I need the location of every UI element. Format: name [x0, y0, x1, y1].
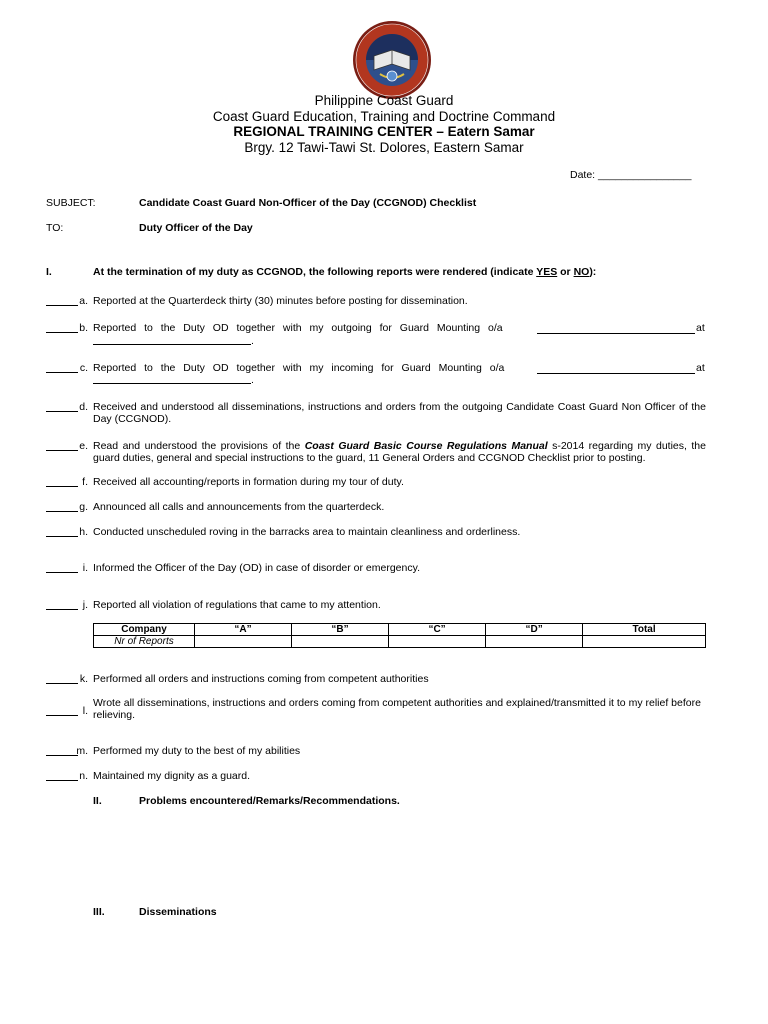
- table-row: [94, 636, 706, 648]
- command-name-line: Coast Guard Education, Training and Doctrine Command: [212, 109, 556, 124]
- item-c-time-blank[interactable]: [537, 362, 695, 374]
- item-b-place-blank[interactable]: [93, 334, 251, 345]
- item-a-text: Reported at the Quarterdeck thirty (30) minutes before posting for dissemination.: [93, 295, 468, 307]
- table-row-label: Nr of Reports: [94, 636, 195, 648]
- item-c-at-label: at: [696, 362, 705, 374]
- item-e-text: Read and understood the provisions of the Coast Guard Basic Course Regulations Manual s-2014 regarding my duties, the guard duties, general and special instructions to the guard, 11 General Orders and CCGNOD Checklist prior to posting.: [93, 440, 706, 464]
- report-count-c-cell[interactable]: [389, 636, 486, 648]
- answer-blank-b[interactable]: b.: [46, 322, 88, 334]
- item-f-text: Received all accounting/reports in formation during my tour of duty.: [93, 476, 404, 488]
- section-2-title: Problems encountered/Remarks/Recommendations.: [139, 795, 400, 807]
- item-h-text: Conducted unscheduled roving in the barracks area to maintain cleanliness and orderliness.: [93, 526, 521, 538]
- table-header-cell: “B”: [292, 624, 389, 636]
- answer-blank-a[interactable]: a.: [46, 295, 88, 307]
- table-header-row: [94, 624, 706, 636]
- answer-blank-l[interactable]: l.: [46, 705, 88, 717]
- answer-blank-d[interactable]: d.: [46, 401, 88, 413]
- item-i-text: Informed the Officer of the Day (OD) in case of disorder or emergency.: [93, 562, 420, 574]
- report-count-b-cell[interactable]: [292, 636, 389, 648]
- item-k-text: Performed all orders and instructions coming from competent authorities: [93, 673, 429, 685]
- item-n-text: Maintained my dignity as a guard.: [93, 770, 251, 782]
- coast-guard-seal-logo: [352, 20, 432, 100]
- report-count-a-cell[interactable]: [195, 636, 292, 648]
- item-m-text: Performed my duty to the best of my abilities: [93, 745, 301, 757]
- table-header-cell: “A”: [195, 624, 292, 636]
- address-line: Brgy. 12 Tawi-Tawi St. Dolores, Eastern Samar: [244, 140, 524, 155]
- subject-label: SUBJECT:: [46, 197, 96, 209]
- table-header-cell: Company: [94, 624, 195, 636]
- section-2-number: II.: [93, 795, 102, 807]
- subject-value: Candidate Coast Guard Non-Officer of the Day (CCGNOD) Checklist: [139, 197, 477, 209]
- section-1-number: I.: [46, 266, 52, 278]
- item-b-text: Reported to the Duty OD together with my outgoing for Guard Mounting o/a: [93, 322, 503, 334]
- training-center-line: REGIONAL TRAINING CENTER – Eatern Samar: [233, 124, 535, 139]
- item-l-text: Wrote all disseminations, instructions and orders coming from competent authorities and explained/transmitted it to my relief before relieving.: [93, 697, 701, 721]
- item-d-text: Received and understood all disseminations, instructions and orders from the outgoing Candidate Coast Guard Non Officer of the Day (CCGNOD).: [93, 401, 706, 425]
- item-c-text: Reported to the Duty OD together with my incoming for Guard Mounting o/a: [93, 362, 505, 374]
- org-name-line: Philippine Coast Guard: [314, 93, 454, 108]
- violation-reports-table: [93, 623, 706, 648]
- item-b-at-label: at: [696, 322, 705, 334]
- answer-blank-h[interactable]: h.: [46, 526, 88, 538]
- item-c-place-blank[interactable]: [93, 373, 251, 384]
- answer-blank-f[interactable]: f.: [46, 476, 88, 488]
- section-3-title: Disseminations: [139, 906, 217, 918]
- to-label: TO:: [46, 222, 64, 234]
- item-j-text: Reported all violation of regulations that came to my attention.: [93, 599, 381, 611]
- date-field[interactable]: Date: ________________: [570, 169, 692, 181]
- section-1-title: At the termination of my duty as CCGNOD, the following reports were rendered (indicate YES or NO):: [93, 266, 597, 278]
- answer-blank-e[interactable]: e.: [46, 440, 88, 452]
- answer-blank-g[interactable]: g.: [46, 501, 88, 513]
- answer-blank-k[interactable]: k.: [46, 673, 88, 685]
- table-header-cell: “D”: [486, 624, 583, 636]
- report-total-cell[interactable]: [583, 636, 706, 648]
- answer-blank-c[interactable]: c.: [46, 362, 88, 374]
- table-header-cell: “C”: [389, 624, 486, 636]
- answer-blank-i[interactable]: i.: [46, 562, 88, 574]
- item-g-text: Announced all calls and announcements from the quarterdeck.: [93, 501, 385, 513]
- answer-blank-m[interactable]: m.: [46, 745, 88, 757]
- section-3-number: III.: [93, 906, 105, 918]
- answer-blank-n[interactable]: n.: [46, 770, 88, 782]
- report-count-d-cell[interactable]: [486, 636, 583, 648]
- answer-blank-j[interactable]: j.: [46, 599, 88, 611]
- table-header-cell: Total: [583, 624, 706, 636]
- to-value: Duty Officer of the Day: [139, 222, 253, 234]
- item-b-time-blank[interactable]: [537, 322, 695, 334]
